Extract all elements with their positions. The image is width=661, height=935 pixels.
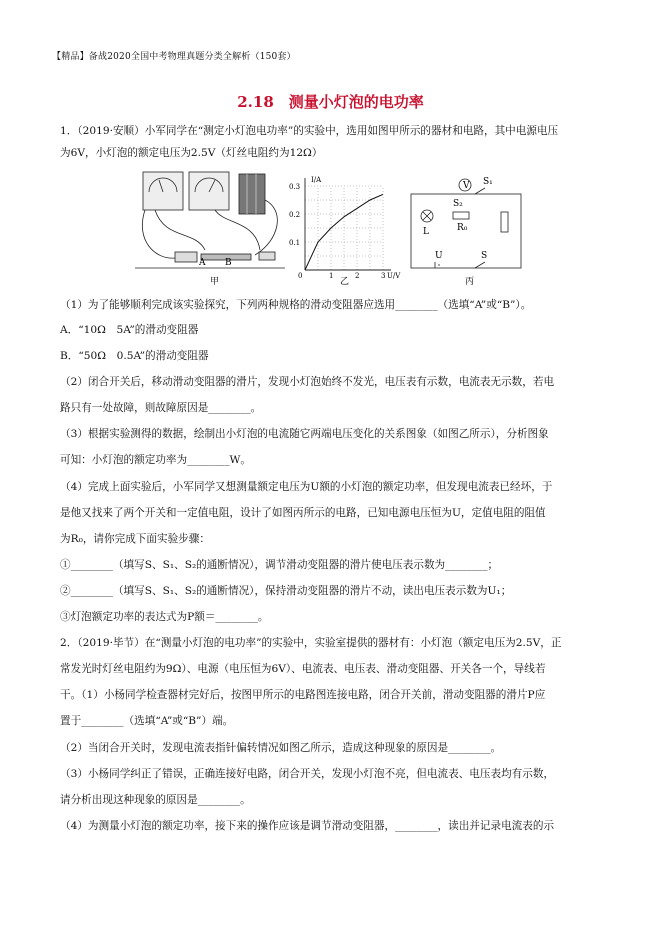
figure-group [135, 170, 530, 288]
rheostat-symbol [501, 212, 508, 232]
y-tick-label: 0.2 [289, 211, 301, 219]
text-line: ③灯泡额定功率的表达式为P额＝________。 [60, 611, 269, 623]
x-axis-label: U/V [387, 272, 401, 280]
text-line: A．“10Ω 5A”的滑动变阻器 [60, 324, 199, 336]
resistor-r0 [453, 212, 469, 219]
text-line: 为R₀，请你完成下面实验步骤： [60, 533, 210, 545]
label-a: A [199, 258, 206, 268]
text-line: （3）小杨同学纠正了错误，正确连接好电路，闭合开关，发现小灯泡不亮，但电流表、电压表均有示数， [60, 768, 555, 780]
y-tick-label: 0.1 [289, 239, 301, 247]
text-line: 为6V，小灯泡的额定电压为2.5V（灯丝电阻约为12Ω） [60, 147, 323, 159]
page-header: 【精品】备战2020全国中考物理真题分类全解析（150套） [52, 52, 296, 62]
text-line: （4）完成上面实验后，小军同学又想测量额定电压为U额的小灯泡的额定功率，但发现电流表已经坏，于 [60, 481, 553, 493]
text-line: 请分析出现这种现象的原因是________。 [60, 794, 251, 806]
text-line: 常发光时灯丝电阻约为9Ω）、电源（电压恒为6V）、电流表、电压表、滑动变阻器、开关各一个，导线若 [60, 663, 546, 675]
text-line: 1．（2019·安顺）小军同学在“测定小灯泡电功率”的实验中，选用如图甲所示的器材和电路，其中电源电压 [60, 125, 559, 137]
s2-label: S₂ [453, 199, 463, 209]
text-line: （4）为测量小灯泡的额定功率，接下来的操作应该是调节滑动变阻器，________，读出并记录电流表的示 [60, 820, 555, 832]
text-line: （1）为了能够顺利完成该实验探究，下列两种规格的滑动变阻器应选用________（选填“A”或“B”）。 [60, 299, 532, 311]
lamp-label: L [423, 227, 429, 237]
text-line: （2）当闭合开关时，发现电流表指针偏转情况如图乙所示，造成这种现象的原因是________。 [60, 742, 502, 754]
text-line: 2．（2019·毕节）在“测量小灯泡的电功率”的实验中，实验室提供的器材有：小灯泡（额定电压为2.5V，正 [60, 637, 562, 649]
text-line: ①________（填写S、S₁、S₂的通断情况），调节滑动变阻器的滑片使电压表示数为________； [60, 559, 499, 571]
figure-label-jia: 甲 [210, 277, 220, 287]
text-line: B．“50Ω 0.5A”的滑动变阻器 [60, 350, 209, 362]
x-tick-label: 1 [329, 272, 334, 280]
battery-label: U [435, 251, 443, 261]
label-b: B [225, 258, 232, 268]
text-line: 干。（1）小杨同学检查器材完好后，按图甲所示的电路图连接电路，闭合开关前，滑动变阻器的滑片P应 [60, 689, 546, 701]
iu-graph [289, 176, 401, 280]
text-line: 是他又找来了两个开关和一定值电阻，设计了如图丙所示的电路，已知电源电压恒为U，定值电阻的阻值 [60, 507, 546, 519]
lamp-holder [175, 252, 197, 262]
figure-label-yi: 乙 [340, 277, 350, 287]
switch-part [259, 252, 275, 260]
text-line: 置于________（选填“A”或“B”）端。 [60, 715, 234, 727]
apparatus-figure [135, 172, 285, 268]
text-line: ②________（填写S、S₁、S₂的通断情况），保持滑动变阻器的滑片不动，读出电压表示数为U₁； [60, 585, 512, 597]
x-tick-label: 3 [381, 272, 386, 280]
series-line [305, 194, 383, 270]
switch-s [475, 262, 485, 268]
r0-label: R₀ [457, 223, 468, 233]
text-line: 可知：小灯泡的额定功率为________W。 [60, 454, 251, 466]
text-line: （2）闭合开关后，移动滑动变阻器的滑片，发现小灯泡始终不发光，电压表有示数，电流表无示数，若电 [60, 376, 555, 388]
y-tick-label: 0.3 [289, 183, 301, 191]
figure-label-bing: 丙 [465, 277, 475, 287]
battery-pack [239, 174, 265, 214]
voltmeter-label: V [463, 181, 470, 191]
y-axis-label: I/A [311, 176, 322, 184]
x-tick-label: 2 [355, 272, 360, 280]
switch-label: S [481, 251, 488, 261]
section-title: 2.18 测量小灯泡的电功率 [237, 93, 424, 111]
text-line: （3）根据实验测得的数据，绘制出小灯泡的电流随它两端电压变化的关系图象（如图乙所示），分析图象 [60, 428, 549, 440]
text-line: 路只有一处故障，则故障原因是________。 [60, 402, 262, 414]
origin-label: 0 [298, 272, 303, 280]
s1-label: S₁ [483, 177, 493, 187]
switch-s1 [475, 188, 485, 194]
